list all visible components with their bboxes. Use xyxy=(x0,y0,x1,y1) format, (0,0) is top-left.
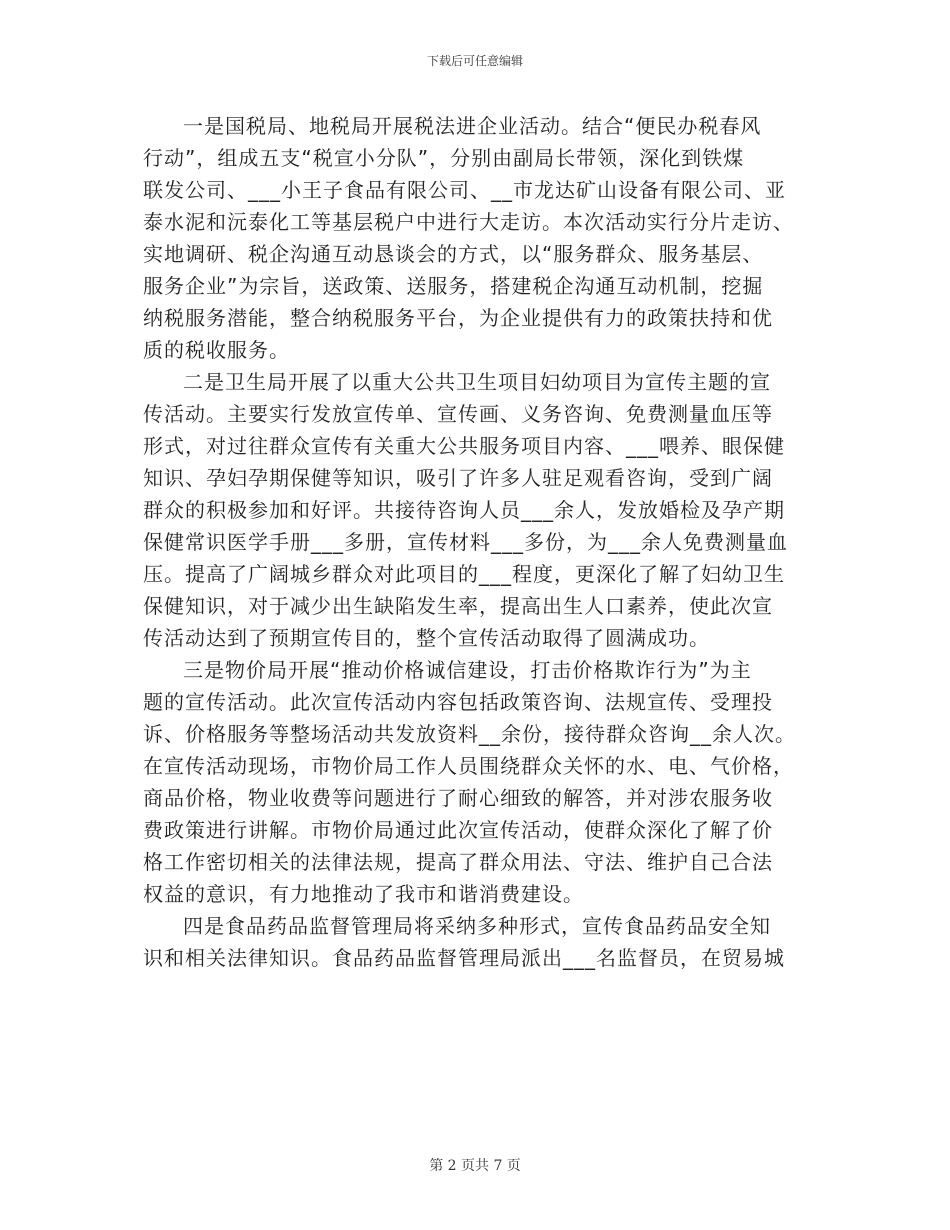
text-line: 传活动。主要实行发放宣传单、宣传画、义务咨询、免费测量血压等 xyxy=(143,402,773,426)
text-line: 三是物价局开展“推动价格诚信建设，打击价格欺诈行为”为主 xyxy=(183,658,752,682)
text-line: 实地调研、税企沟通互动恳谈会的方式，以“服务群众、服务基层、 xyxy=(143,242,764,266)
text-line: 诉、价格服务等整场活动共发放资料__余份，接待群众咨询__余人次。 xyxy=(143,722,796,746)
text-line: 权益的意识，有力地推动了我市和谐消费建设。 xyxy=(143,882,584,906)
text-line: 纳税服务潜能，整合纳税服务平台，为企业提供有力的政策扶持和优 xyxy=(143,306,773,330)
text-line: 商品价格，物业收费等问题进行了耐心细致的解答，并对涉农服务收 xyxy=(143,786,773,810)
paragraph-1 xyxy=(143,110,813,366)
paragraph-2 xyxy=(143,366,813,654)
document-body xyxy=(143,110,813,974)
paragraph-4 xyxy=(143,910,813,974)
text-line: 压。提高了广阔城乡群众对此项目的___程度，更深化了解了妇幼卫生 xyxy=(143,562,785,586)
text-line: 保健知识，对于减少出生缺陷发生率，提高出生人口素养，使此次宣 xyxy=(143,594,773,618)
page-footer: 第 2 页共 7 页 xyxy=(429,1158,521,1174)
text-line: 保健常识医学手册___多册，宣传材料___多份，为___余人免费测量血 xyxy=(143,530,788,554)
text-line: 泰水泥和沅泰化工等基层税户中进行大走访。本次活动实行分片走访、 xyxy=(143,210,794,234)
text-line: 质的税收服务。 xyxy=(143,338,290,362)
text-line: 在宣传活动现场，市物价局工作人员围绕群众关怀的水、电、气价格， xyxy=(143,754,794,778)
text-line: 服务企业”为宗旨，送政策、送服务，搭建税企沟通互动机制，挖掘 xyxy=(143,274,764,298)
text-line: 一是国税局、地税局开展税法进企业活动。结合“便民办税春风 xyxy=(183,114,762,138)
text-line: 传活动达到了预期宣传目的，整个宣传活动取得了圆满成功。 xyxy=(143,626,710,650)
text-line: 题的宣传活动。此次宣传活动内容包括政策咨询、法规宣传、受理投 xyxy=(143,690,773,714)
text-line: 联发公司、___小王子食品有限公司、__市龙达矿山设备有限公司、亚 xyxy=(143,178,786,202)
text-line: 形式，对过往群众宣传有关重大公共服务项目内容、___喂养、眼保健 xyxy=(143,434,785,458)
text-line: 格工作密切相关的法律法规，提高了群众用法、守法、维护自己合法 xyxy=(143,850,773,874)
text-line: 识和相关法律知识。食品药品监督管理局派出___名监督员，在贸易城 xyxy=(143,946,785,970)
page-header: 下载后可任意编辑 xyxy=(426,54,523,68)
text-line: 行动”，组成五支“税宣小分队”，分别由副局长带领，深化到铁煤 xyxy=(143,146,745,170)
paragraph-3 xyxy=(143,654,813,910)
text-line: 知识、孕妇孕期保健等知识，吸引了许多人驻足观看咨询，受到广阔 xyxy=(143,466,773,490)
text-line: 二是卫生局开展了以重大公共卫生项目妇幼项目为宣传主题的宣 xyxy=(183,370,771,394)
text-line: 群众的积极参加和好评。共接待咨询人员___余人，发放婚检及孕产期 xyxy=(143,498,785,522)
text-line: 四是食品药品监督管理局将采纳多种形式，宣传食品药品安全知 xyxy=(183,914,771,938)
text-line: 费政策进行讲解。市物价局通过此次宣传活动，使群众深化了解了价 xyxy=(143,818,773,842)
